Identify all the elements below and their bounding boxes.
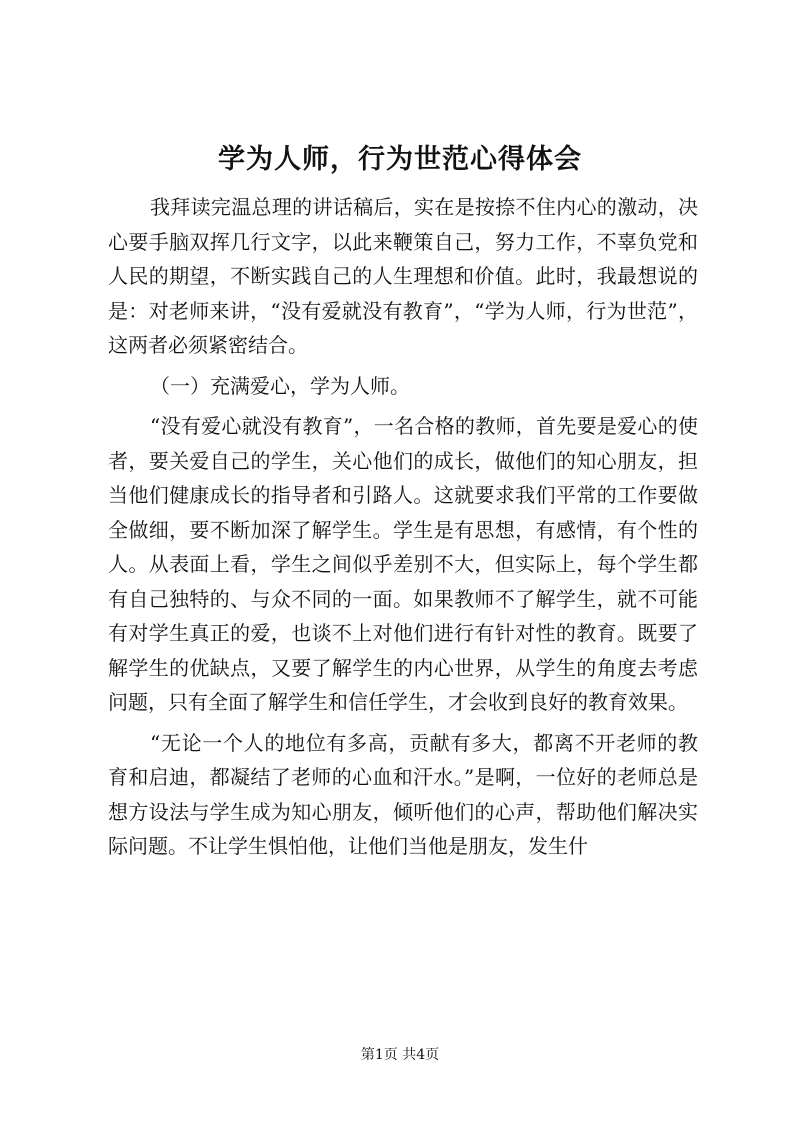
paragraph-love: “没有爱心就没有教育”，一名合格的教师，首先要是爱心的使者，要关爱自己的学生，关心他们的成长，做他们的知心朋友，担当他们健康成长的指导者和引路人。这就要求我们平常的工作要做全做细，要不断加深了解学生。学生是有思想，有感情，有个性的人。从表面上看，学生之间似乎差别不大，但实际上，每个学生都有自己独特的、与众不同的一面。如果教师不了解学生，就不可能有对学生真正的爱，也谈不上对他们进行有针对性的教育。既要了解学生的优缺点，又要了解学生的内心世界，从学生的角度去考虑问题，只有全面了解学生和信任学生，才会收到良好的教育效果。 — [108, 414, 698, 714]
page-footer: 第1页 共4页 — [360, 1047, 440, 1063]
document-body — [108, 190, 698, 864]
section-heading: （一）充满爱心，学为人师。 — [150, 373, 410, 398]
paragraph-teacher: “无论一个人的地位有多高，贡献有多大，都离不开老师的教育和启迪，都凝结了老师的心血和汗水。”是啊，一位好的老师总是想方设法与学生成为知心朋友，倾听他们的心声，帮助他们解决实际问题。不让学生惧怕他，让他们当他是朋友，发生什 — [108, 730, 698, 858]
paragraph-intro: 我拜读完温总理的讲话稿后，实在是按捺不住内心的激动，决心要手脑双挥几行文字，以此来鞭策自己，努力工作，不辜负党和人民的期望，不断实践自己的人生理想和价值。此时，我最想说的是：对老师来讲，“没有爱就没有教育”，“学为人师，行为世范”，这两者必须紧密结合。 — [108, 195, 698, 357]
page-title: 学为人师，行为世范心得体会 — [218, 144, 582, 175]
